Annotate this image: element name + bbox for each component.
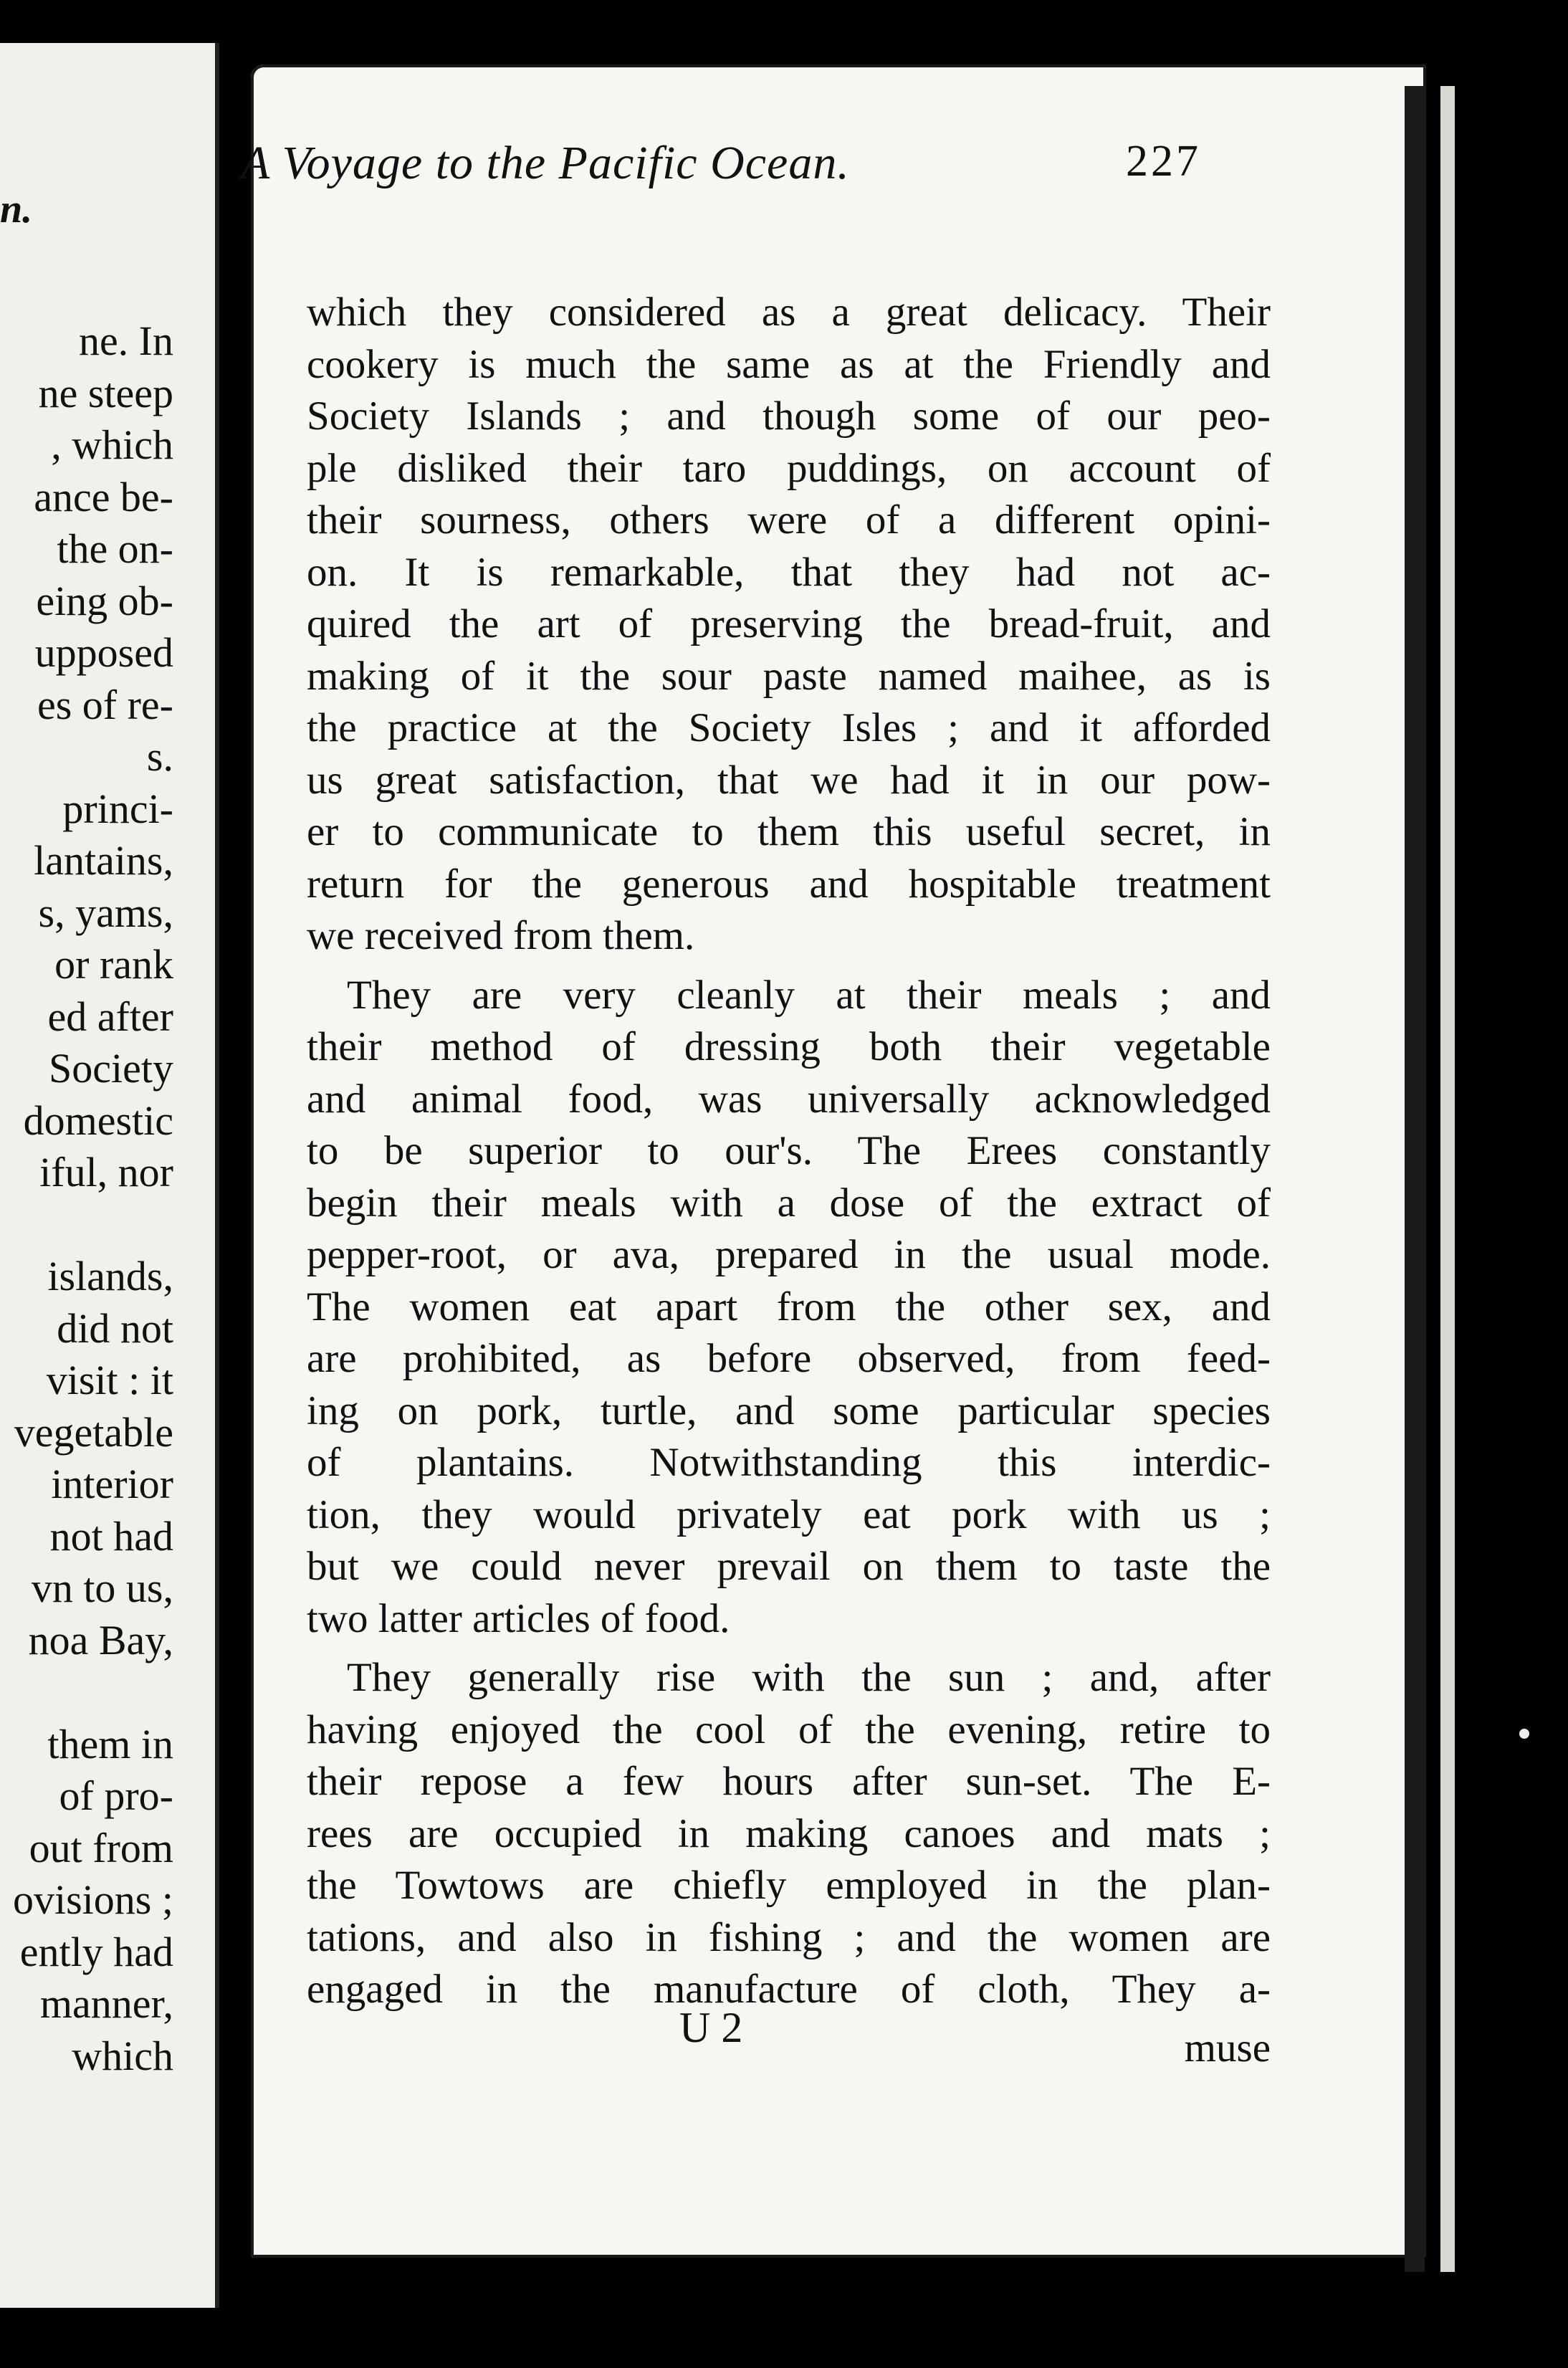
page-number: 227 (1126, 137, 1201, 186)
left-page-header-fragment: n. (0, 187, 33, 231)
left-page-line: vegetable (14, 1408, 173, 1456)
text-line: of plantains. Notwithstanding this interdic- (307, 1440, 1271, 1485)
catchword: muse (1184, 2025, 1271, 2071)
text-line: their method of dressing both their vegetable (307, 1024, 1271, 1069)
left-page-line: s, yams, (38, 889, 173, 936)
left-page-line: not had (49, 1512, 173, 1560)
text-line: They generally rise with the sun ; and, after (347, 1655, 1271, 1700)
text-line: their sourness, others were of a different opini- (307, 497, 1271, 543)
left-page-line: ance be- (34, 473, 173, 520)
left-page-line: ed after (47, 993, 173, 1040)
left-page-line: the on- (57, 525, 173, 572)
paragraph-gap (307, 1645, 1271, 1652)
left-page-line: upposed (34, 629, 173, 676)
signature-mark: U 2 (679, 2004, 743, 2051)
left-page-line: , which (51, 421, 173, 468)
left-page-line: which (72, 2032, 173, 2079)
text-line: on. It is remarkable, that they had not ac- (307, 549, 1271, 595)
left-page-text (0, 315, 173, 2082)
left-page-line: visit : it (46, 1357, 173, 1403)
left-page-line: iful, nor (39, 1149, 173, 1195)
page-footer (307, 2003, 1271, 2075)
left-page-line: ovisions ; (13, 1876, 173, 1923)
left-page-line: ently had (19, 1928, 173, 1975)
left-page-line (0, 1199, 173, 1251)
text-line: their repose a few hours after sun-set. The E- (307, 1759, 1271, 1804)
left-page-line: them in (47, 1720, 173, 1767)
text-line: The women eat apart from the other sex, and (307, 1284, 1271, 1329)
left-page-line (0, 1666, 173, 1719)
text-line: to be superior to our's. The Erees constantly (307, 1128, 1271, 1173)
text-line: are prohibited, as before observed, from feed- (307, 1336, 1271, 1381)
page-edge-shadow (1405, 86, 1425, 2272)
left-page-line: or rank (54, 941, 173, 988)
left-page-line: noa Bay, (28, 1616, 173, 1663)
running-header (241, 129, 1201, 208)
binding-hole (1519, 1729, 1529, 1739)
text-line: which they considered as a great delicacy. Their (307, 290, 1271, 335)
text-line: the Towtows are chiefly employed in the plan- (307, 1863, 1271, 1908)
left-page-line: ne. In (78, 318, 173, 364)
text-line: er to communicate to them this useful secret, in (307, 809, 1271, 854)
left-page-line: out from (29, 1824, 173, 1871)
text-line: two latter articles of food. (307, 1595, 730, 1641)
running-title: A Voyage to the Pacific Ocean. (241, 137, 850, 189)
left-page-line: Society (49, 1045, 173, 1092)
text-line: pepper-root, or ava, prepared in the usual mode. (307, 1232, 1271, 1277)
text-line: Society Islands ; and though some of our peo- (307, 393, 1271, 439)
text-line: tations, and also in fishing ; and the women are (307, 1914, 1271, 1960)
left-page-line: ne steep (38, 369, 173, 416)
text-line: They are very cleanly at their meals ; and (347, 972, 1271, 1018)
left-page-line: lantains, (34, 837, 173, 884)
text-line: having enjoyed the cool of the evening, retire to (307, 1706, 1271, 1752)
text-line: we received from them. (307, 913, 695, 958)
text-line: quired the art of preserving the bread-fruit, and (307, 601, 1271, 646)
left-page-line: interior (51, 1461, 173, 1507)
text-line: ing on pork, turtle, and some particular species (307, 1388, 1271, 1433)
left-page-line: s. (146, 733, 173, 780)
text-line: making of it the sour paste named maihee, as is (307, 653, 1271, 699)
text-line: the practice at the Society Isles ; and it afforded (307, 705, 1271, 750)
body-text (307, 287, 1271, 2016)
left-page-line: princi- (62, 785, 173, 832)
page-edge-fore (1440, 86, 1455, 2272)
text-line: and animal food, was universally acknowledged (307, 1076, 1271, 1122)
text-line: cookery is much the same as at the Friendly and (307, 341, 1271, 387)
left-page-line: vn to us, (31, 1565, 173, 1611)
left-page-line: manner, (39, 1980, 173, 2027)
left-page-line: eing ob- (36, 577, 173, 624)
left-facing-page (0, 43, 219, 2308)
left-page-line: domestic (23, 1097, 173, 1144)
text-line: return for the generous and hospitable treatment (307, 861, 1271, 907)
left-page-line: of pro- (59, 1772, 173, 1819)
text-line: engaged in the manufacture of cloth, They a- (307, 1967, 1271, 2012)
paragraph-gap (307, 963, 1271, 970)
text-line: begin their meals with a dose of the extract of (307, 1180, 1271, 1226)
text-line: ple disliked their taro puddings, on account of (307, 445, 1271, 491)
text-line: tion, they would privately eat pork with us ; (307, 1491, 1271, 1537)
left-page-line: did not (57, 1304, 173, 1352)
text-line: us great satisfaction, that we had it in our pow- (307, 757, 1271, 803)
text-line: but we could never prevail on them to taste the (307, 1544, 1271, 1589)
text-line: rees are occupied in making canoes and mats ; (307, 1810, 1271, 1856)
left-page-line: islands, (47, 1253, 173, 1299)
left-page-line: es of re- (37, 681, 173, 728)
